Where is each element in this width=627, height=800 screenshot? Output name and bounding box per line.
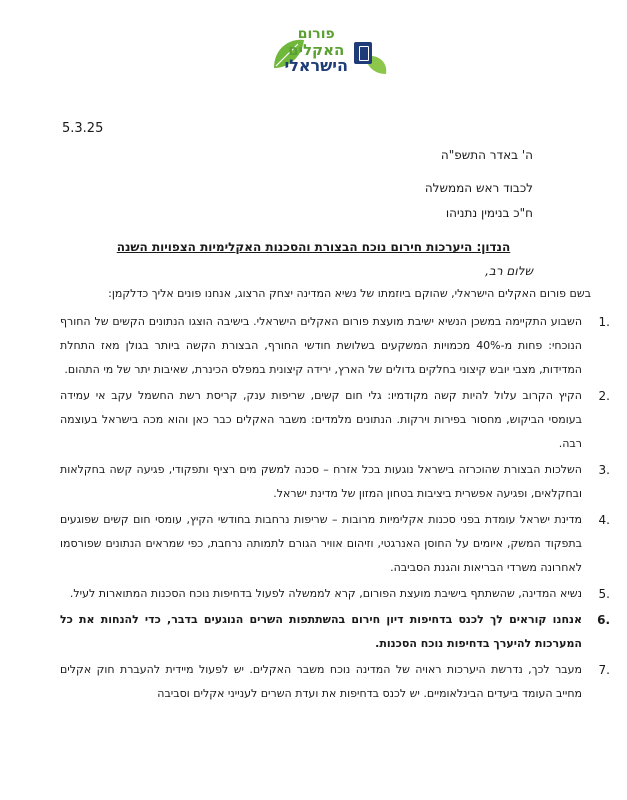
logo-wordmark — [284, 26, 348, 74]
logo-line-3: הישראלי — [284, 56, 348, 75]
logo-line-2: האקלים — [288, 41, 345, 59]
greeting: שלום רב, — [485, 264, 533, 278]
item-text: מעבר לכך, נדרשת היערכות ראויה של המדינה נוכח משבר האקלים. יש לפעול מיידית להעברת חוק אקלים מחייב העומד ביעדים הבינלאומיים. יש לכנס בדחיפות את ועדת השרים לענייני אקלים וסביבה — [60, 663, 582, 700]
state-emblem-icon — [354, 42, 372, 64]
item-number: .1 — [598, 315, 610, 329]
intro-paragraph: בשם פורום האקלים הישראלי, שהוקם ביוזמתו של נשיא המדינה יצחק הרצוג, אנחנו פונים אליך כדלקמן: — [108, 287, 591, 300]
forum-logo — [268, 26, 378, 96]
item-number: .6 — [597, 613, 610, 627]
item-number: .3 — [598, 463, 610, 477]
list-item — [60, 508, 610, 580]
subject-line: הנדון: היערכות חירום נוכח הבצורת והסכנות האקלימיות הצפויות השנה — [116, 240, 511, 254]
hebrew-date: ה' באדר התשפ"ה — [440, 148, 533, 162]
list-item — [60, 608, 610, 656]
addressee-title: לכבוד ראש הממשלה — [424, 181, 533, 195]
list-item — [60, 582, 610, 606]
list-item — [60, 458, 610, 506]
item-number: .7 — [598, 663, 610, 677]
numbered-list — [60, 310, 610, 708]
item-number: .5 — [598, 587, 610, 601]
item-text: אנחנו קוראים לך לכנס בדחיפות דיון חירום בהשתתפות השרים הנוגעים בדבר, כדי להנחות את כל המערכות להיערך בדחיפות נוכח הסכנות. — [60, 613, 582, 650]
item-text: הקיץ הקרוב עלול להיות קשה מקודמיו: גלי חום קשים, שריפות ענק, קריסת רשת החשמל עקב אי עמידה בעומסי הביקוש, מחסור בפירות וירקות. הנתונים מלמדים: משבר האקלים כבר כאן והוא מכה בישראל בעוצמה רבה. — [60, 389, 582, 450]
item-text: נשיא המדינה, שהשתתף בישיבת מועצת הפורום, קרא לממשלה לפעול בדחיפות נוכח הסכנות המתוארות לעיל. — [69, 587, 582, 600]
item-text: השבוע התקיימה במשכן הנשיא ישיבת מועצת פורום האקלים הישראלי. בישיבה הוצגו הנתונים הקשים של החורף הנוכחי: פחות מ-40% מכמויות המשקעים בשלושת חודשי החורף, הבצורת הקשה ביותר בגולן מאז התחלת המדידות, מצבי יובש קיצוני בחלקים גדולים של הארץ, ירידה קיצונית במפלס הכינרת, שאיבות יתר של מי התהום. — [60, 315, 582, 376]
list-item — [60, 658, 610, 706]
logo-line-1: פורום — [297, 26, 335, 42]
item-number: .4 — [598, 513, 610, 527]
gregorian-date: 5.3.25 — [62, 121, 104, 136]
list-item — [60, 310, 610, 382]
item-text: השלכות הבצורת שהוכרזה בישראל נוגעות בכל אזרח – סכנה למשק מים רציף ותפקודי, פגיעה קשה בחקלאות ובחקלאים, ופגיעה אפשרית ביציבות בטחון המזון של מדינת ישראל. — [60, 463, 582, 500]
addressee-name: ח"כ בנימין נתניהו — [445, 206, 533, 220]
list-item — [60, 384, 610, 456]
item-text: מדינת ישראל עומדת בפני סכנות אקלימיות מרובות – שריפות נרחבות בחודשי הקיץ, עומסי חום קשים שפוגעים בתפקוד המשק, איומים על החוסן האנרגטי, וזיהום אוויר הגורם לתמותה נרחבת, כפי שמראים הנתונים שפורסמו לאחרונה משרדי הבריאות והגנת הסביבה. — [60, 513, 582, 574]
item-number: .2 — [598, 389, 610, 403]
